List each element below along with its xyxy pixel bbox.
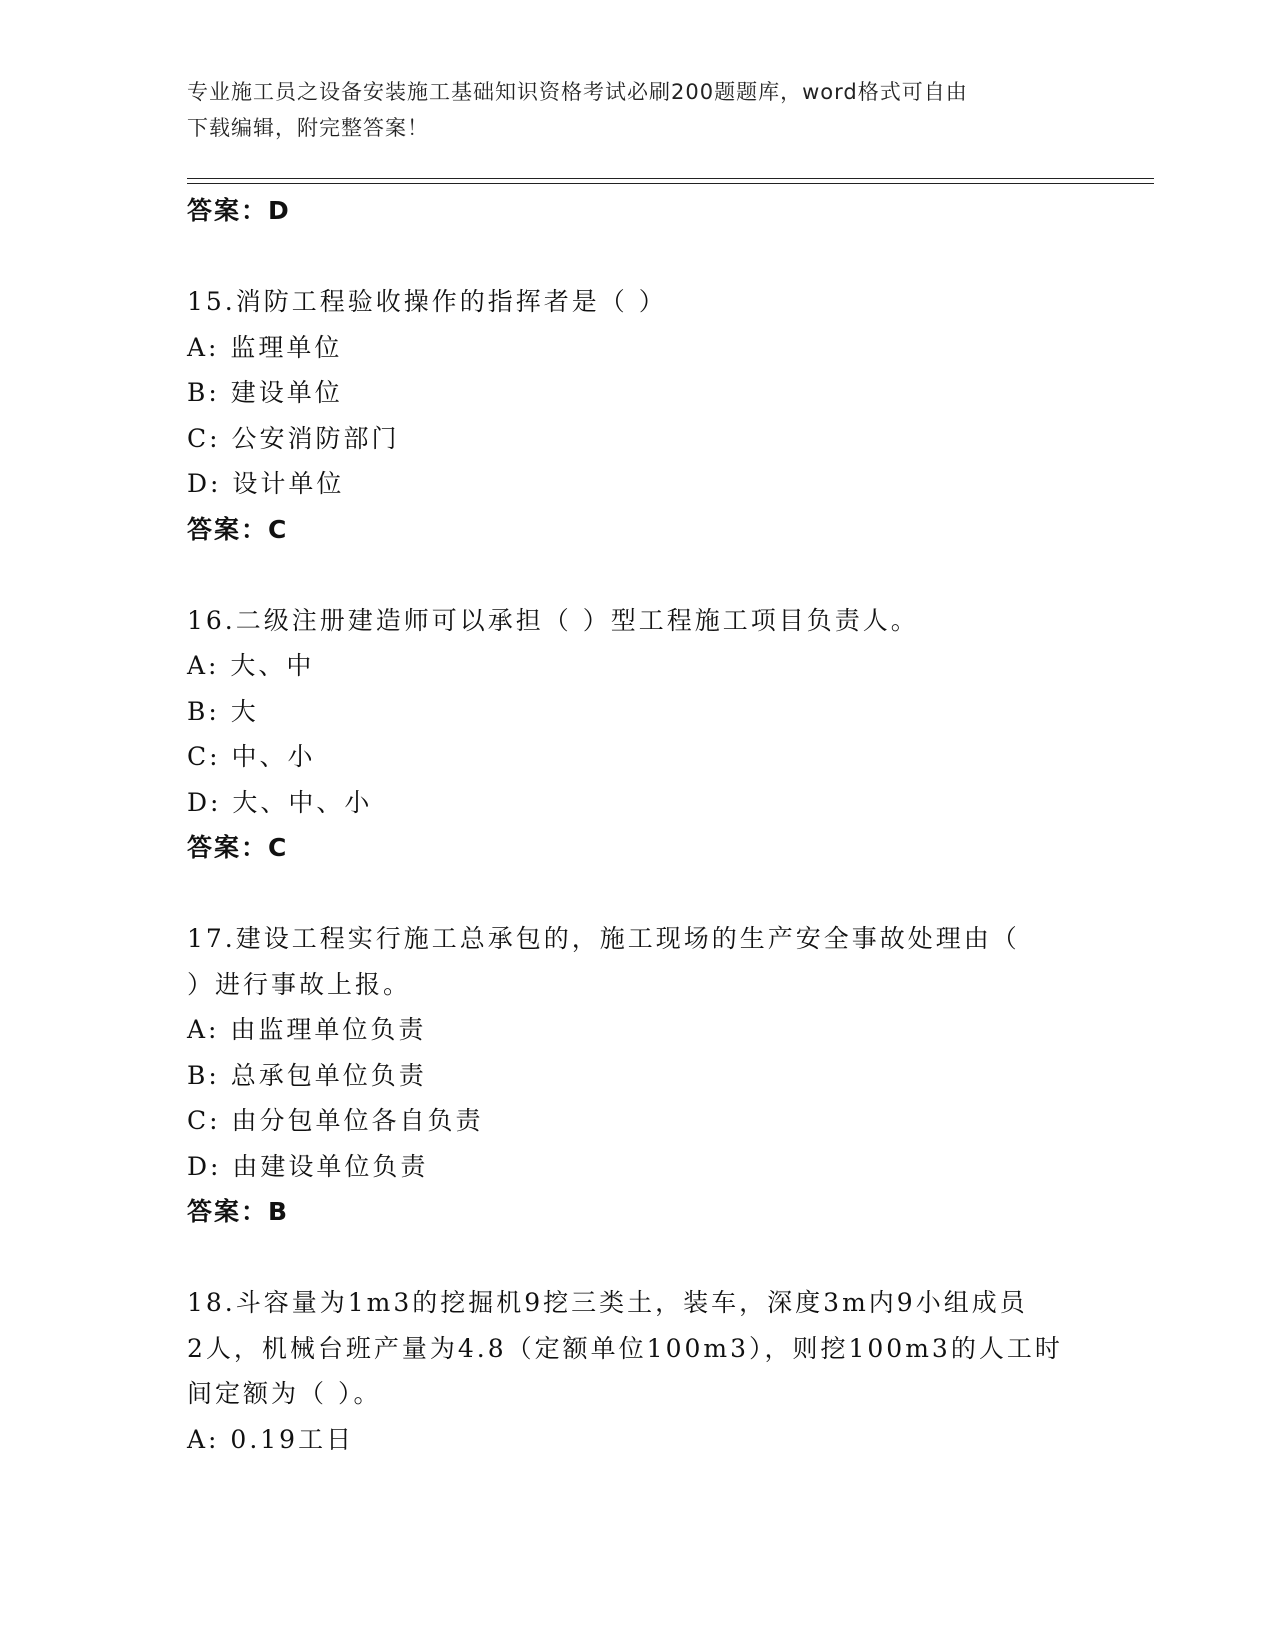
header-rule-top: [187, 178, 1154, 179]
option-b: B: 建设单位: [187, 378, 343, 407]
option-d: D: 由建设单位负责: [187, 1151, 429, 1181]
option-c: C: 中、小: [187, 742, 316, 771]
question-text-line-2: ）进行事故上报。: [187, 969, 412, 999]
question-list: [187, 188, 1087, 1462]
option-a: A: 大、中: [187, 651, 315, 680]
answer: 答案：C: [187, 833, 289, 862]
option-b: B: 大: [187, 696, 259, 726]
spacer: [187, 1235, 1087, 1281]
option-a: A: 由监理单位负责: [187, 1015, 427, 1044]
header-line-2: 下载编辑，附完整答案！: [187, 116, 429, 140]
question-15: [187, 279, 1087, 552]
document-header: [187, 74, 1067, 146]
question-17: [187, 916, 1087, 1235]
question-16: [187, 598, 1087, 871]
question-text-line-1: 17.建设工程实行施工总承包的，施工现场的生产安全事故处理由（: [187, 924, 1020, 953]
question-text-line-2: 2人，机械台班产量为4.8（定额单位100m3），则挖100m3的人工时: [187, 1333, 1063, 1363]
spacer: [187, 871, 1087, 917]
option-a: A: 监理单位: [187, 332, 343, 362]
spacer: [187, 552, 1087, 598]
option-b: B: 总承包单位负责: [187, 1060, 427, 1090]
answer: 答案：C: [187, 514, 289, 544]
option-d: D: 大、中、小: [187, 787, 373, 817]
spacer: [187, 234, 1087, 280]
option-d: D: 设计单位: [187, 469, 345, 498]
option-c: C: 公安消防部门: [187, 423, 400, 453]
question-18: [187, 1280, 1087, 1462]
question-text-line-1: 18.斗容量为1m3的挖掘机9挖三类土，装车，深度3m内9小组成员: [187, 1288, 1028, 1317]
option-a: A: 0.19工日: [187, 1424, 355, 1454]
header-line-1: 专业施工员之设备安装施工基础知识资格考试必刷200题题库，word格式可自由: [187, 80, 968, 104]
header-rule-bottom: [187, 183, 1154, 184]
question-text: 15.消防工程验收操作的指挥者是（ ）: [187, 287, 667, 316]
question-text-line-3: 间定额为（ ）。: [187, 1379, 382, 1408]
answer-previous: 答案：D: [187, 196, 291, 225]
option-c: C: 由分包单位各自负责: [187, 1106, 484, 1135]
answer: 答案：B: [187, 1197, 290, 1226]
question-text: 16.二级注册建造师可以承担（ ）型工程施工项目负责人。: [187, 605, 919, 635]
